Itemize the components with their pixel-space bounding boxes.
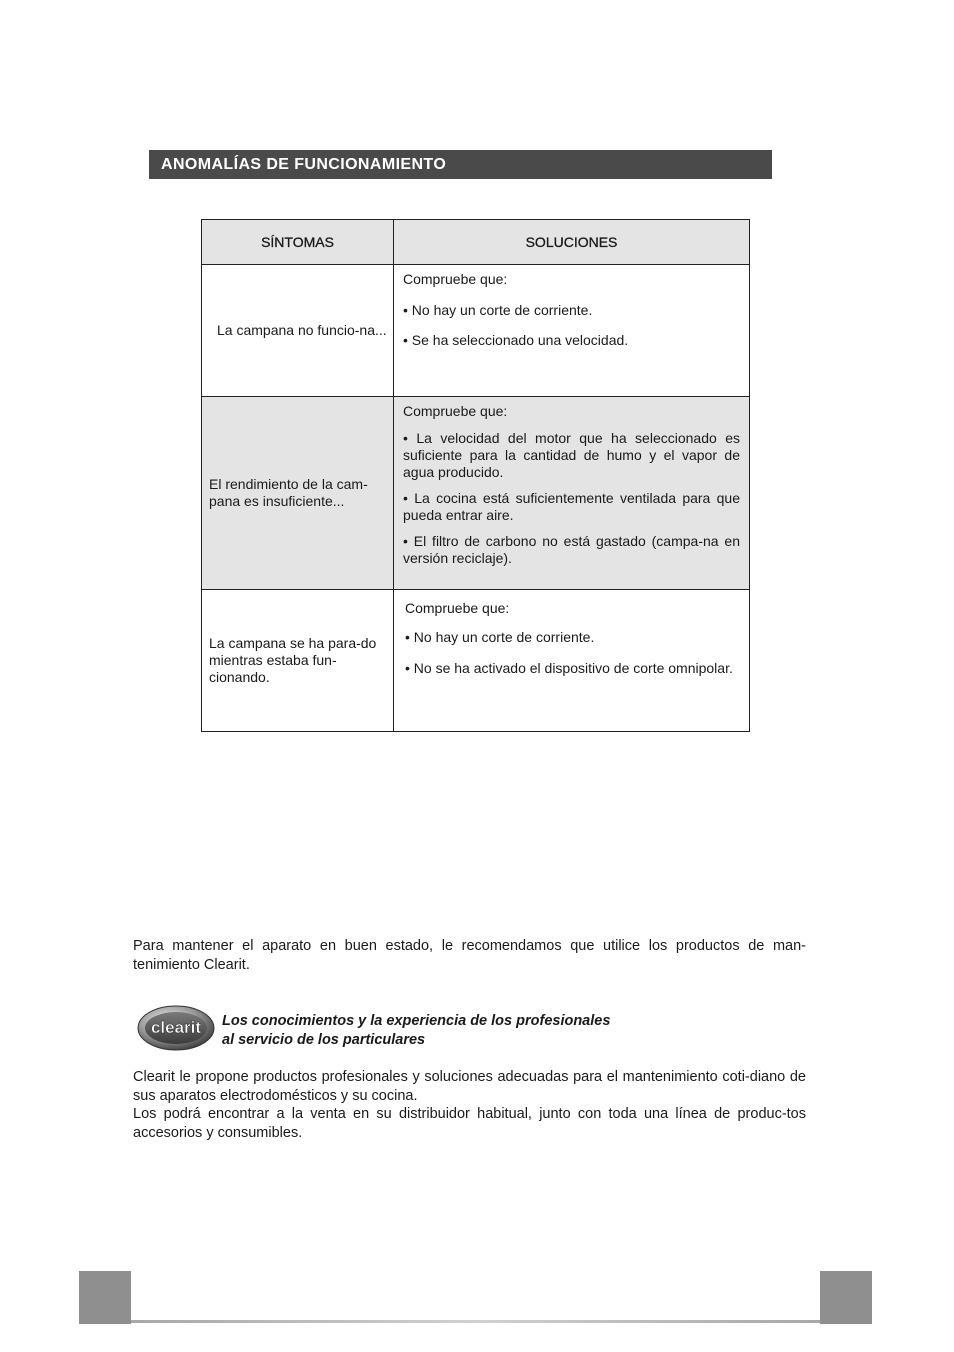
solution-bullet: • La cocina está suficientemente ventilada para que pueda entrar aire. bbox=[403, 490, 740, 523]
footer-divider bbox=[131, 1320, 820, 1323]
footer-block-left bbox=[79, 1271, 131, 1324]
solution-lead: Compruebe que: bbox=[403, 271, 508, 287]
solution-cell bbox=[394, 265, 750, 397]
tagline-line-2: al servicio de los particulares bbox=[222, 1032, 426, 1048]
tagline-line-1: Los conocimientos y la experiencia de los profesionales bbox=[222, 1013, 611, 1029]
solution-lead: Compruebe que: bbox=[403, 403, 508, 419]
solution-bullet: • No se ha activado el dispositivo de corte omnipolar. bbox=[405, 660, 733, 676]
solution-lead: Compruebe que: bbox=[405, 600, 510, 616]
solution-cell bbox=[394, 590, 750, 732]
footer-block-right bbox=[820, 1271, 872, 1324]
symptom-cell: El rendimiento de la cam-pana es insuficiente... bbox=[202, 397, 394, 590]
clearit-logo bbox=[137, 1005, 215, 1051]
symptom-cell: La campana no funcio-na... bbox=[202, 265, 394, 397]
header-symptoms: SÍNTOMAS bbox=[202, 220, 394, 265]
header-solutions: SOLUCIONES bbox=[394, 220, 750, 265]
section-title: ANOMALÍAS DE FUNCIONAMIENTO bbox=[149, 150, 772, 179]
solution-cell bbox=[394, 397, 750, 590]
solution-bullet: • Se ha seleccionado una velocidad. bbox=[403, 332, 629, 348]
clearit-description: Clearit le propone productos profesionales y soluciones adecuadas para el mantenimiento coti-diano de sus aparatos electrodomésticos y su cocina. bbox=[133, 1069, 806, 1104]
troubleshooting-table bbox=[201, 219, 750, 732]
solution-bullet: • No hay un corte de corriente. bbox=[403, 302, 593, 318]
table-header-row bbox=[202, 220, 750, 265]
solution-bullet: • No hay un corte de corriente. bbox=[405, 629, 595, 645]
solution-bullet: • La velocidad del motor que ha seleccionado es suficiente para la cantidad de humo y el vapor de agua producido. bbox=[403, 430, 740, 480]
solution-bullet: • El filtro de carbono no está gastado (campa-na en versión reciclaje). bbox=[403, 533, 740, 566]
table-row bbox=[202, 397, 750, 590]
clearit-availability: Los podrá encontrar a la venta en su distribuidor habitual, junto con toda una línea de produc-tos accesorios y consumibles. bbox=[133, 1106, 806, 1141]
symptom-cell: La campana se ha para-do mientras estaba fun-cionando. bbox=[202, 590, 394, 732]
table-row bbox=[202, 265, 750, 397]
table-row bbox=[202, 590, 750, 732]
maintenance-intro: Para mantener el aparato en buen estado, le recomendamos que utilice los productos de man-tenimiento Clearit. bbox=[133, 938, 806, 973]
clearit-tagline bbox=[222, 1012, 610, 1050]
svg-text:clearit: clearit bbox=[150, 1018, 202, 1037]
